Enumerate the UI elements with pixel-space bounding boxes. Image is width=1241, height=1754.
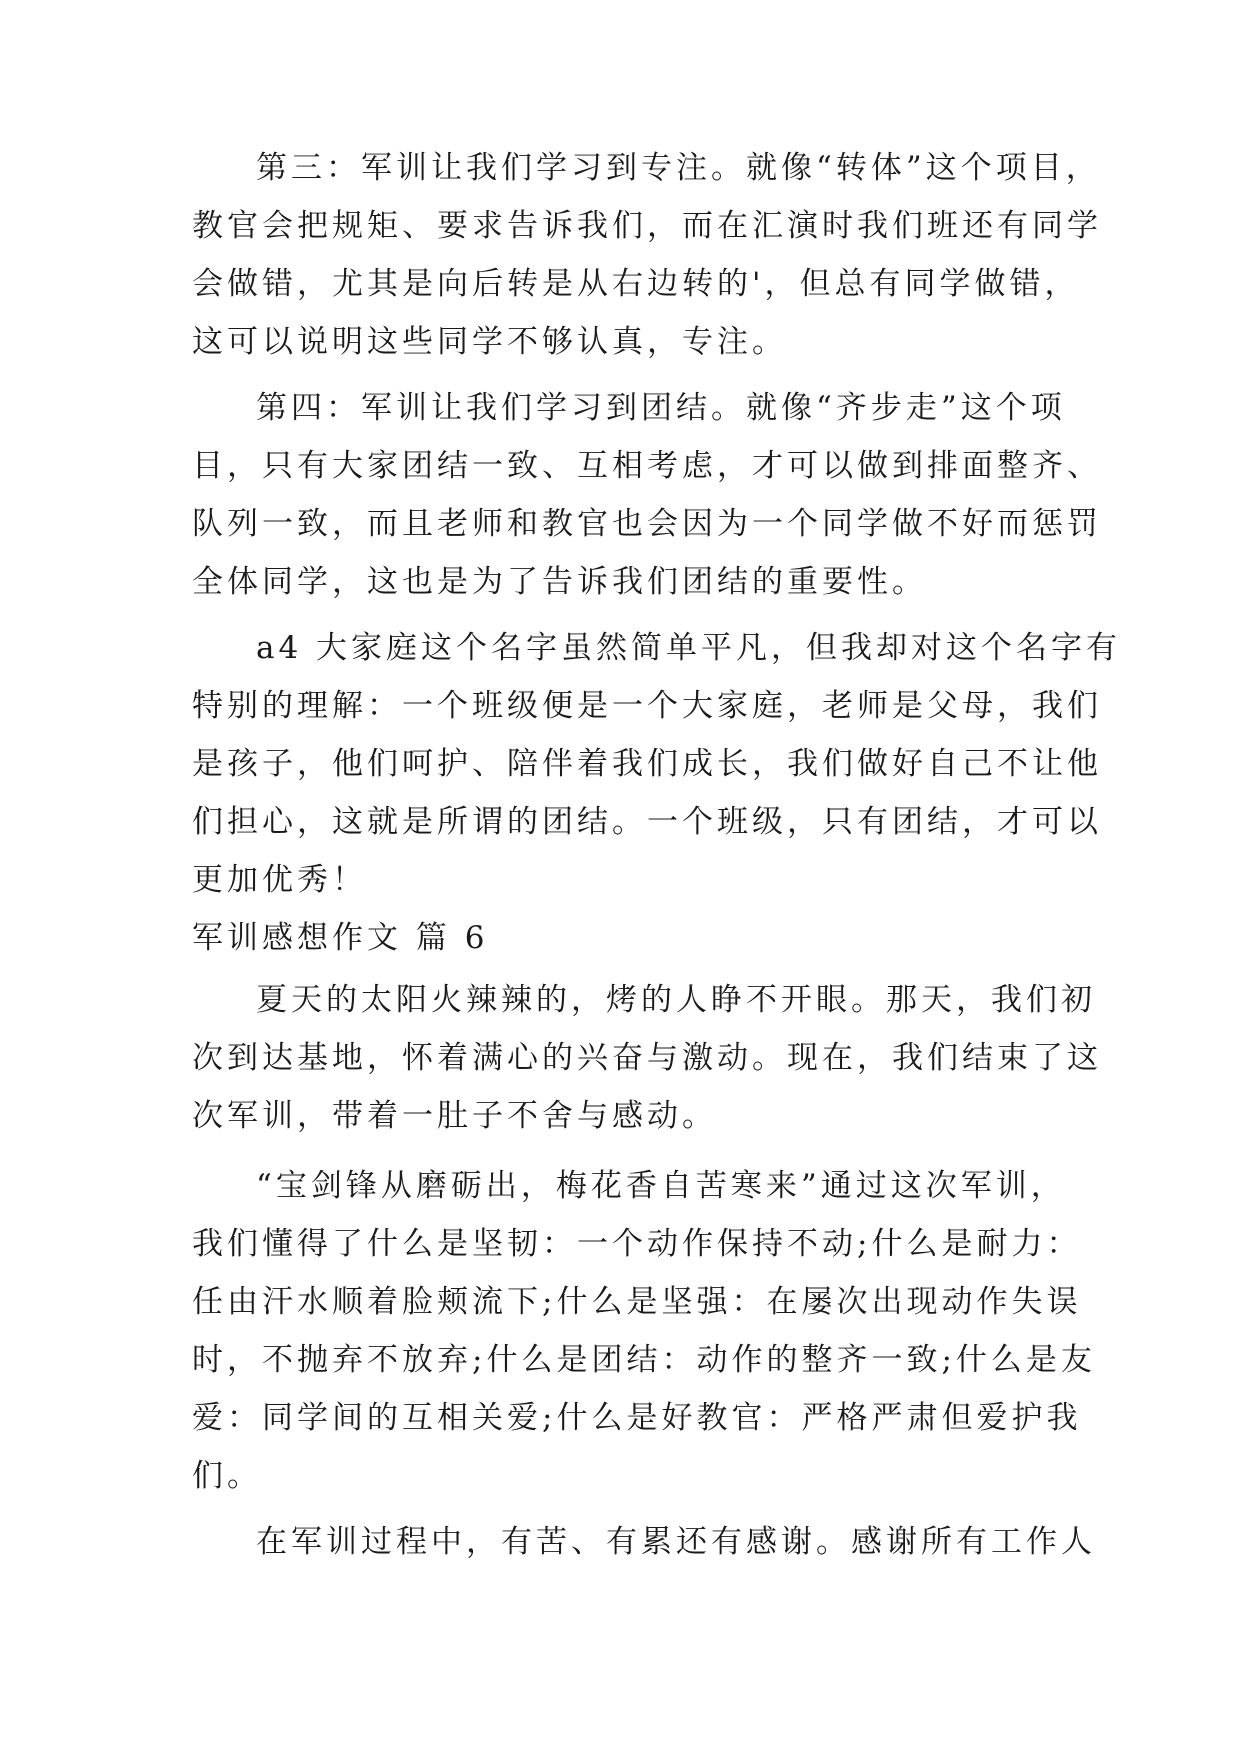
paragraph-line: 教官会把规矩、要求告诉我们，而在汇演时我们班还有同学 [192, 208, 1102, 244]
paragraph-line: 这可以说明这些同学不够认真，专注。 [192, 324, 787, 360]
paragraph-line: 特别的理解：一个班级便是一个大家庭，老师是父母，我们 [192, 688, 1102, 724]
paragraph-line: 时，不抛弃不放弃;什么是团结：动作的整齐一致;什么是友 [192, 1342, 1096, 1378]
paragraph-line: 们担心，这就是所谓的团结。一个班级，只有团结，才可以 [192, 804, 1102, 840]
paragraph-line: 全体同学，这也是为了告诉我们团结的重要性。 [192, 564, 927, 600]
paragraph-line: 次军训，带着一肚子不舍与感动。 [192, 1098, 717, 1134]
paragraph-line: 目，只有大家团结一致、互相考虑，才可以做到排面整齐、 [192, 448, 1102, 484]
paragraph-line: 我们懂得了什么是坚韧：一个动作保持不动;什么是耐力： [192, 1226, 1082, 1262]
paragraph-line: 第四：军训让我们学习到团结。就像“齐步走”这个项 [256, 390, 1066, 426]
paragraph-line: 是孩子，他们呵护、陪伴着我们成长，我们做好自己不让他 [192, 746, 1102, 782]
paragraph-line: 次到达基地，怀着满心的兴奋与激动。现在，我们结束了这 [192, 1040, 1102, 1076]
paragraph-line: 队列一致，而且老师和教官也会因为一个同学做不好而惩罚 [192, 506, 1102, 542]
paragraph-line: 们。 [192, 1458, 262, 1494]
paragraph-line: 任由汗水顺着脸颊流下;什么是坚强：在屡次出现动作失误 [192, 1284, 1082, 1320]
paragraph-line: 会做错，尤其是向后转是从右边转的'，但总有同学做错， [192, 266, 1080, 302]
paragraph-line: “宝剑锋从磨砺出，梅花香自苦寒来”通过这次军训， [256, 1168, 1066, 1204]
paragraph-line: 在军训过程中，有苦、有累还有感谢。感谢所有工作人 [256, 1524, 1096, 1560]
paragraph-line: 爱：同学间的互相关爱;什么是好教官：严格严肃但爱护我 [192, 1400, 1082, 1436]
paragraph-line: 更加优秀！ [192, 862, 367, 898]
paragraph-line: a4 大家庭这个名字虽然简单平凡，但我却对这个名字有 [256, 630, 1122, 666]
paragraph-line: 夏天的太阳火辣辣的，烤的人睁不开眼。那天，我们初 [256, 982, 1096, 1018]
section-heading: 军训感想作文 篇 6 [192, 920, 489, 956]
paragraph-line: 第三：军训让我们学习到专注。就像“转体”这个项目， [256, 150, 1101, 186]
